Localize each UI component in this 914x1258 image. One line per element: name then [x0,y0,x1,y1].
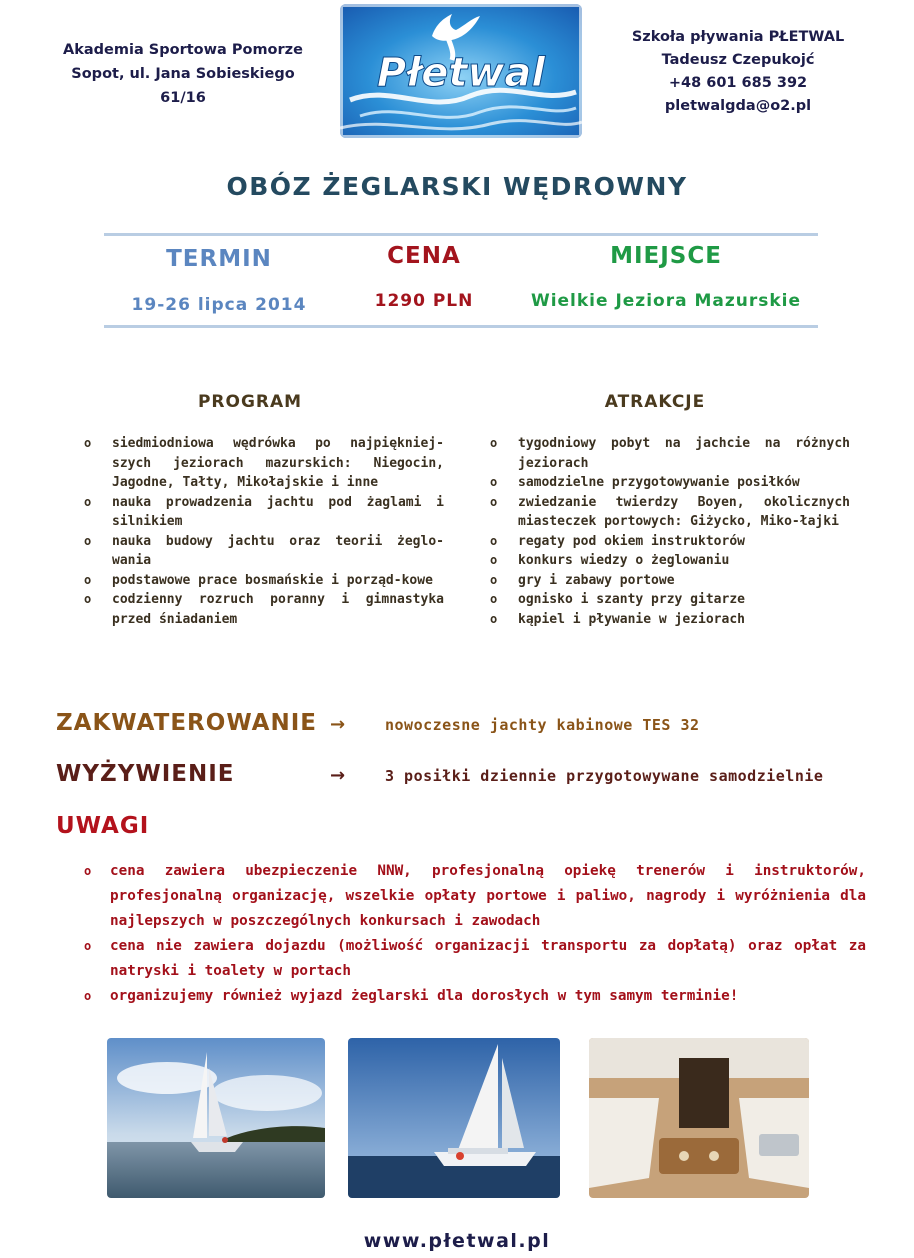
atrakcje-item: o samodzielne przygotowywanie posiłków [488,473,850,493]
uwagi-list [82,859,866,1009]
program-heading: PROGRAM [197,392,303,412]
program-item: o siedmiodniowa wędrówka po najpiękniej-szych jeziorach mazurskich: Niegocin, Jagodne, Tałty, Mikołajskie i inne [82,434,444,493]
atrakcje-item: o kąpiel i pływanie w jeziorach [488,610,850,630]
atrakcje-item: o tygodniowy pobyt na jachcie na różnych jeziorach [488,434,850,473]
contact-info [600,26,876,118]
arrow-right-icon: → [330,714,346,735]
pletwal-logo-graphic [340,4,582,138]
school-name: Szkoła pływania PŁETWAL [631,29,845,45]
wyzywienie-value: 3 posiłki dziennie przygotowywane samodzielnie [385,767,824,785]
contact-person: Tadeusz Czepukojć [661,52,815,68]
atrakcje-heading: ATRAKCJE [604,392,706,412]
arrow-right-icon: → [330,765,346,786]
yacht-cabin-interior-photo [589,1038,809,1198]
atrakcje-item: o ognisko i szanty przy gitarze [488,590,850,610]
program-item: o podstawowe prace bosmańskie i porząd-kowe [82,571,444,591]
termin-value: 19-26 lipca 2014 [131,295,307,315]
program-item: o nauka budowy jachtu oraz teorii żeglo-wania [82,532,444,571]
sailboat-lake-photo [107,1038,325,1198]
organizer-address [48,38,318,110]
uwagi-item: o cena zawiera ubezpieczenie NNW, profesjonalną opiekę trenerów i instruktorów, profesjonalną organizację, wszelkie opłaty portowe i paliwo, nagrody i wyróżnienia dla najlepszych w poszczególnych konkursach i zawodach [82,859,866,934]
atrakcje-item: o regaty pod okiem instruktorów [488,532,850,552]
cena-value: 1290 PLN [374,291,474,311]
atrakcje-item: o zwiedzanie twierdzy Boyen, okolicznych miasteczek portowych: Giżycko, Miko-łajki [488,493,850,532]
yacht-sailing-photo [348,1038,560,1198]
zakwaterowanie-value: nowoczesne jachty kabinowe TES 32 [385,716,700,734]
uwagi-item: o organizujemy również wyjazd żeglarski dla dorosłych w tym samym terminie! [82,984,866,1009]
atrakcje-item: o gry i zabawy portowe [488,571,850,591]
email-address[interactable]: pletwalgda@o2.pl [664,98,812,114]
uwagi-item: o cena nie zawiera dojazdu (możliwość organizacji transportu za dopłatą) oraz opłat za natryski i toalety w portach [82,934,866,984]
miejsce-label: MIEJSCE [610,243,722,269]
program-list [82,434,444,629]
phone-number[interactable]: +48 601 685 392 [668,75,808,91]
program-item: o codzienny rozruch poranny i gimnastyka przed śniadaniem [82,590,444,629]
program-item: o nauka prowadzenia jachtu pod żaglami i silnikiem [82,493,444,532]
atrakcje-list [488,434,850,629]
pletwal-logo [340,4,582,138]
miejsce-value: Wielkie Jeziora Mazurskie [530,291,802,311]
zakwaterowanie-label: ZAKWATEROWANIE [56,710,317,736]
uwagi-heading: UWAGI [56,813,150,839]
atrakcje-item: o konkurs wiedzy o żeglowaniu [488,551,850,571]
page-title: OBÓZ ŻEGLARSKI WĘDROWNY [226,172,688,201]
cena-label: CENA [387,243,461,269]
organizer-line: 61/16 [160,90,206,106]
divider-bottom [104,325,818,328]
organizer-line: Sopot, ul. Jana Sobieskiego [71,66,295,82]
logo-text: Płetwal [376,50,546,96]
termin-label: TERMIN [166,246,272,272]
wyzywienie-label: WYŻYWIENIE [56,761,235,787]
organizer-line: Akademia Sportowa Pomorze [63,42,303,58]
website-link[interactable]: www.płetwal.pl [363,1230,551,1252]
divider-top [104,233,818,236]
